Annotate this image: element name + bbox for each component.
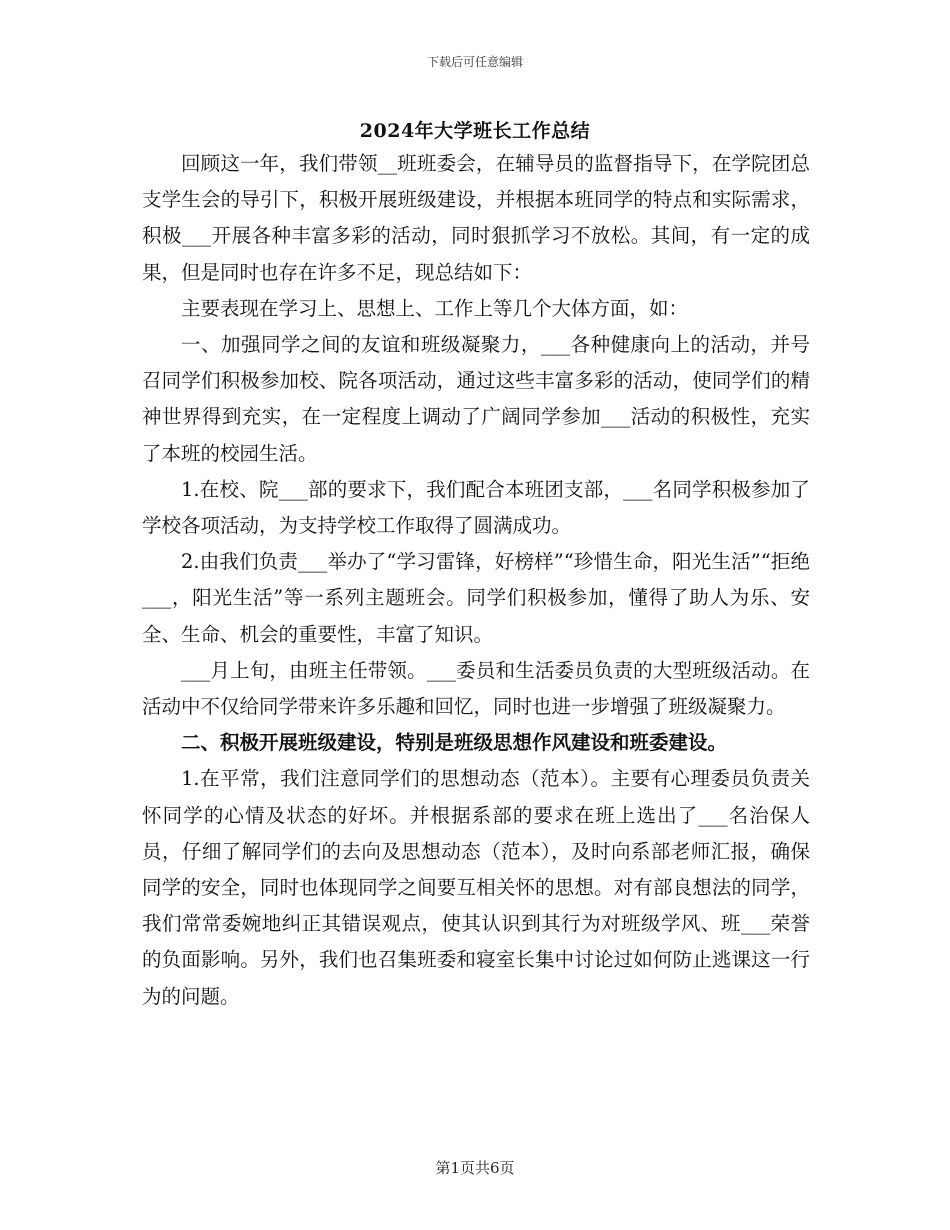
paragraph-activity: ___月上旬，由班主任带领。___委员和生活委员负责的大型班级活动。在活动中不仅给同学带来许多乐趣和回忆，同时也进一步增强了班级凝聚力。 bbox=[142, 658, 810, 719]
paragraph-item-1: 1.在校、院___部的要求下，我们配合本班团支部，___名同学积极参加了学校各项活动，为支持学校工作取得了圆满成功。 bbox=[142, 477, 810, 538]
paragraph-intro: 回顾这一年，我们带领__班班委会，在辅导员的监督指导下，在学院团总支学生会的导引下，积极开展班级建设，并根据本班同学的特点和实际需求，积极___开展各种丰富多彩的活动，同时狠抓学习不放松。其间，有一定的成果，但是同时也存在许多不足，现总结如下： bbox=[142, 152, 810, 284]
paragraph-aspects: 主要表现在学习上、思想上、工作上等几个大体方面，如： bbox=[181, 296, 689, 320]
document-title: 2024年大学班长工作总结 bbox=[359, 120, 591, 142]
section-two-heading: 二、积极开展班级建设，特别是班级思想作风建设和班委建设。 bbox=[181, 731, 728, 755]
page-number: 第1页共6页 bbox=[435, 1159, 515, 1177]
paragraph-section-one: 一、加强同学之间的友谊和班级凝聚力，___各种健康向上的活动，并号召同学们积极参加校、院各项活动，通过这些丰富多彩的活动，使同学们的精神世界得到充实，在一定程度上调动了广阔同学参加___活动的积极性，充实了本班的校园生活。 bbox=[142, 333, 810, 465]
download-note: 下载后可任意编辑 bbox=[426, 55, 523, 69]
paragraph-section-two-item-1: 1.在平常，我们注意同学们的思想动态（范本）。主要有心理委员负责关怀同学的心情及状态的好坏。并根据系部的要求在班上选出了___名治保人员，仔细了解同学们的去向及思想动态（范本），及时向系部老师汇报，确保同学的安全，同时也体现同学之间要互相关怀的思想。对有部良想法的同学，我们常常委婉地纠正其错误观点，使其认识到其行为对班级学风、班___荣誉的负面影响。另外，我们也召集班委和寝室长集中讨论过如何防止逃课这一行为的问题。 bbox=[142, 767, 810, 1008]
paragraph-item-2: 2.由我们负责___举办了“学习雷锋，好榜样”“珍惜生命，阳光生活”“拒绝___，阳光生活”等一系列主题班会。同学们积极参加，懂得了助人为乐、安全、生命、机会的重要性，丰富了知识。 bbox=[142, 550, 810, 646]
document-body bbox=[142, 146, 810, 1015]
